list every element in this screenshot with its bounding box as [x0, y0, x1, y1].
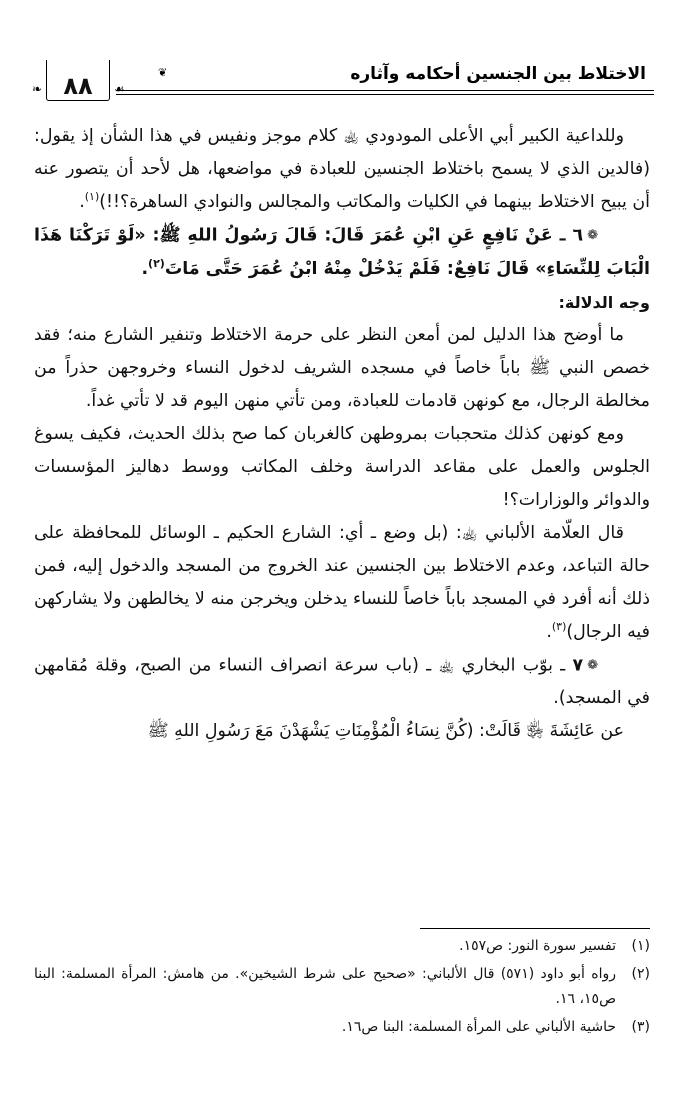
running-header [30, 54, 654, 104]
footnote-number: (١) [631, 938, 650, 954]
page-number: ٨٨ [63, 72, 93, 100]
paragraph [34, 517, 650, 649]
footnote-item [34, 962, 650, 1012]
footnote-ref[interactable]: (٣) [551, 619, 567, 633]
running-title: الاختلاط بين الجنسين أحكامه وآثاره [350, 64, 646, 84]
footnote-ref[interactable]: (٢) [148, 256, 165, 270]
paragraph [34, 120, 650, 219]
main-text [34, 120, 650, 748]
paragraph-text: ـ بوّب البخاري ﵀ ـ (باب سرعة انصراف النساء من الصبح، وقلة مُقامهن في المسجد). [34, 655, 650, 708]
paragraph: ومع كونهن كذلك متحجبات بمروطهن كالغربان كما صح بذلك الحديث، فكيف يسوغ الجلوس والعمل على مقاعد الدراسة وخلف المكاتب ووسط دهاليز المؤسسات والدوائر والوزارات؟! [34, 423, 650, 510]
hadith-paragraph [34, 649, 650, 716]
footnote-number: (٣) [631, 1019, 650, 1035]
hadith-marker-icon: ❁ [587, 657, 599, 673]
header-rule [116, 90, 654, 91]
paragraph-end: . [79, 192, 85, 212]
paragraph-end: . [546, 621, 552, 642]
hadith-text: ـ عَنْ نَافِعٍ عَنِ ابْنِ عُمَرَ قَالَ: قَالَ رَسُولُ اللهِ ﷺ: «لَوْ تَرَكْنَا هَذَا الْبَابَ لِلنِّسَاءِ» قَالَ نَافِعٌ: فَلَمْ يَدْخُلْ مِنْهُ ابْنُ عُمَرَ حَتَّى مَاتَ [34, 225, 650, 279]
section-heading: وجه الدلالة: [558, 292, 650, 312]
hadith-marker-icon: ❁ [587, 228, 598, 243]
hadith-paragraph [34, 219, 650, 286]
footnote-text: حاشية الألباني على المرأة المسلمة: البنا ص١٦. [341, 1019, 616, 1035]
paragraph-end: . [141, 258, 149, 279]
footnote-text: تفسير سورة النور: ص١٥٧. [459, 938, 616, 954]
footnote-item [34, 934, 650, 959]
footnotes [34, 934, 650, 1040]
paragraph-text: وللداعية الكبير أبي الأعلى المودودي ﵀ كلام موجز ونفيس في هذا الشأن إذ يقول: (فالدين الذي لا يسمح باختلاط الجنسين للعبادة في مواضعها، هل لأحد أن يتصور عنه أن يبيح الاختلاط بينهما في الكليات والمكاتب والمجالس والنوادي الساهرة؟!!) [34, 126, 650, 212]
paragraph-text: قال العلّامة الألباني ﵀: (بل وضع ـ أي: الشارع الحكيم ـ الوسائل للمحافظة على حالة التباعد، وعدم الاختلاط بين الجنسين عند الخروج من المسجد والدخول إليه، فمن ذلك أنه أفرد في المسجد باباً خاصاً للنساء يدخلن ويخرجن منه لا يخالطهن ولا يشاركهن فيه الرجال) [34, 522, 650, 642]
flourish-ornament-icon: ☙ [114, 82, 125, 96]
footnote-item [34, 1015, 650, 1040]
paragraph: ما أوضح هذا الدليل لمن أمعن النظر على حرمة الاختلاط وتنفير الشارع منه؛ فقد خصص النبي ﷺ باباً خاصاً في مسجده الشريف لدخول النساء وخروجهن حذراً من مخالطة الرجال، مع كونهن قادمات للعبادة، ومن تأتي منهن اليوم قد لا تأتي غداً. [34, 324, 650, 411]
hadith-number: ٦ [572, 225, 584, 246]
flourish-ornament-icon: ❦ [158, 66, 168, 79]
footnote-separator [420, 928, 650, 929]
flourish-ornament-icon: ❧ [32, 82, 43, 96]
footnote-ref[interactable]: (١) [84, 190, 100, 204]
paragraph: عن عَائِشَةَ ﵂ قَالَتْ: (كُنَّ نِسَاءُ الْمُؤْمِنَاتِ يَشْهَدْنَ مَعَ رَسُولِ اللهِ ﷺ [147, 721, 624, 741]
hadith-number: ٧ [572, 655, 584, 675]
header-rule-thin [116, 94, 654, 95]
footnote-number: (٢) [631, 966, 650, 982]
footnote-text: رواه أبو داود (٥٧١) قال الألباني: «صحيح على شرط الشيخين». من هامش: المرأة المسلمة: البنا ص١٥، ١٦. [34, 966, 616, 1007]
